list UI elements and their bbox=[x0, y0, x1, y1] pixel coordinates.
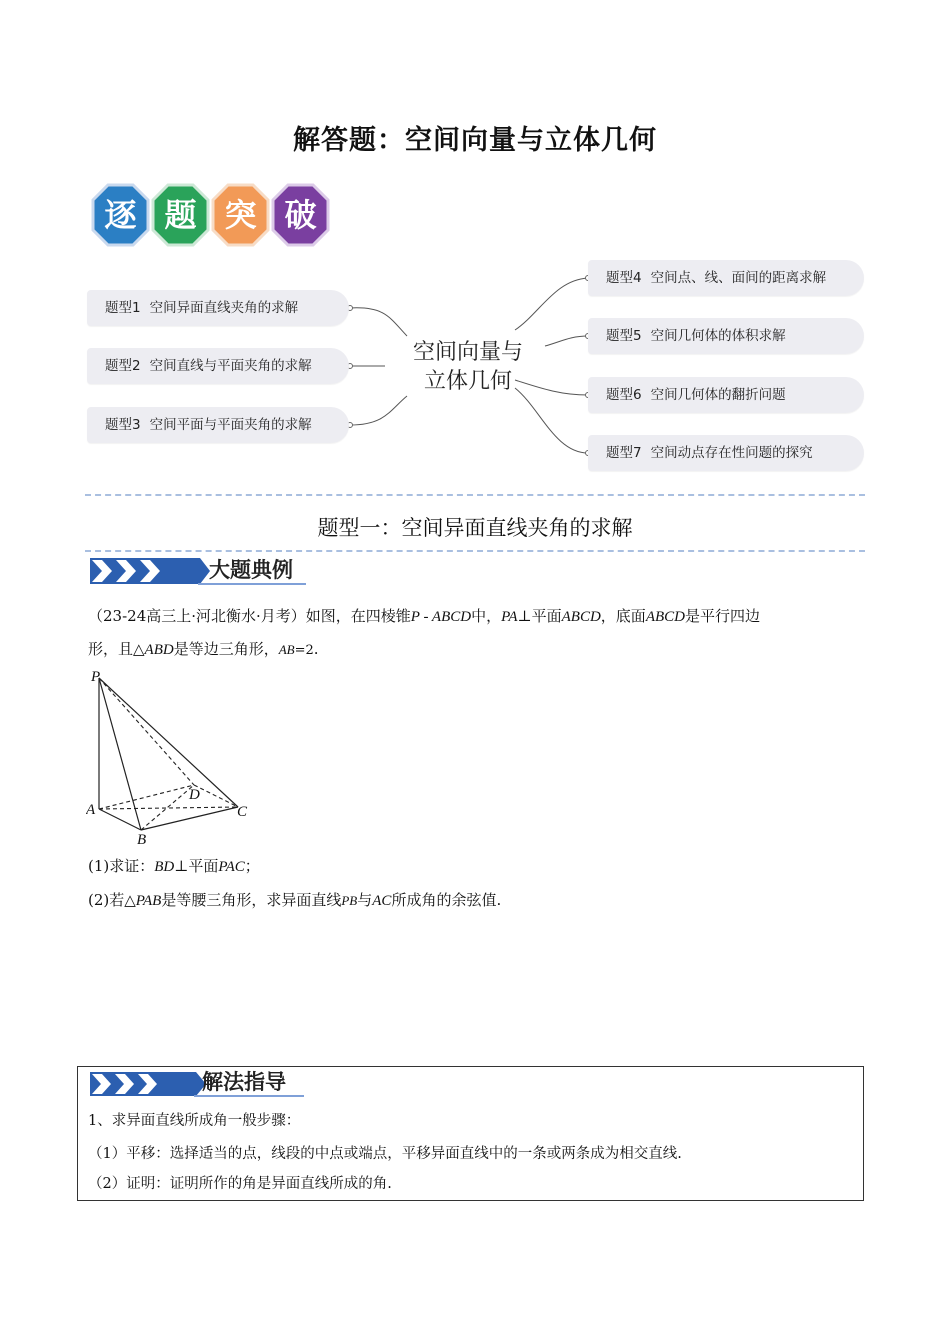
label-C: C bbox=[237, 804, 248, 820]
method-banner-label: 解法指导 bbox=[202, 1070, 286, 1094]
badge-3-text: 突 bbox=[224, 196, 257, 234]
divider-top bbox=[85, 494, 865, 496]
problem-line-2: 形，且△ABD是等边三角形，AB=2. bbox=[88, 640, 319, 658]
mindmap bbox=[85, 258, 867, 478]
section-title: 题型一：空间异面直线夹角的求解 bbox=[317, 516, 633, 540]
example-banner bbox=[88, 555, 308, 589]
mindmap-node-3: 题型3 空间平面与平面夹角的求解 bbox=[87, 407, 349, 443]
question-1: (1)求证：BD⊥平面PAC； bbox=[88, 857, 260, 875]
method-line-1: 1、求异面直线所成角一般步骤： bbox=[88, 1113, 301, 1129]
divider-bottom bbox=[85, 550, 865, 552]
problem-line-1: （23-24高三上·河北衡水·月考）如图，在四棱锥P - ABCD中，PA⊥平面ABCD，底面ABCD是平行四边 bbox=[88, 607, 760, 625]
label-P: P bbox=[91, 669, 101, 685]
mindmap-node-7: 题型7 空间动点存在性问题的探究 bbox=[588, 435, 864, 471]
mindmap-node-6: 题型6 空间几何体的翻折问题 bbox=[588, 377, 864, 413]
pyramid-figure bbox=[86, 668, 256, 850]
method-box bbox=[77, 1066, 864, 1201]
badge-1 bbox=[93, 185, 148, 245]
label-B: B bbox=[137, 832, 147, 848]
badge-3 bbox=[213, 185, 268, 245]
page-title: 解答题：空间向量与立体几何 bbox=[293, 125, 657, 156]
example-banner-label: 大题典例 bbox=[209, 558, 293, 582]
badge-4 bbox=[273, 185, 328, 245]
label-A: A bbox=[86, 802, 96, 818]
badge-2-text: 题 bbox=[164, 196, 197, 234]
method-line-3: （2）证明：证明所作的角是异面直线所成的角. bbox=[88, 1176, 392, 1192]
badge-1-text: 逐 bbox=[104, 196, 137, 234]
label-D: D bbox=[189, 787, 200, 803]
mindmap-center: 空间向量与 立体几何 bbox=[412, 340, 523, 394]
badge-2 bbox=[153, 185, 208, 245]
method-line-2: （1）平移：选择适当的点，线段的中点或端点，平移异面直线中的一条或两条成为相交直线. bbox=[88, 1146, 682, 1162]
mindmap-node-5: 题型5 空间几何体的体积求解 bbox=[588, 318, 864, 354]
mindmap-node-2: 题型2 空间直线与平面夹角的求解 bbox=[87, 348, 349, 384]
mindmap-node-4: 题型4 空间点、线、面间的距离求解 bbox=[588, 260, 864, 296]
question-2: (2)若△PAB是等腰三角形，求异面直线PB与AC所成角的余弦值. bbox=[88, 891, 502, 909]
mindmap-node-1: 题型1 空间异面直线夹角的求解 bbox=[87, 290, 349, 326]
badge-row bbox=[88, 182, 338, 252]
badge-4-text: 破 bbox=[284, 196, 317, 234]
method-banner bbox=[88, 1067, 308, 1101]
